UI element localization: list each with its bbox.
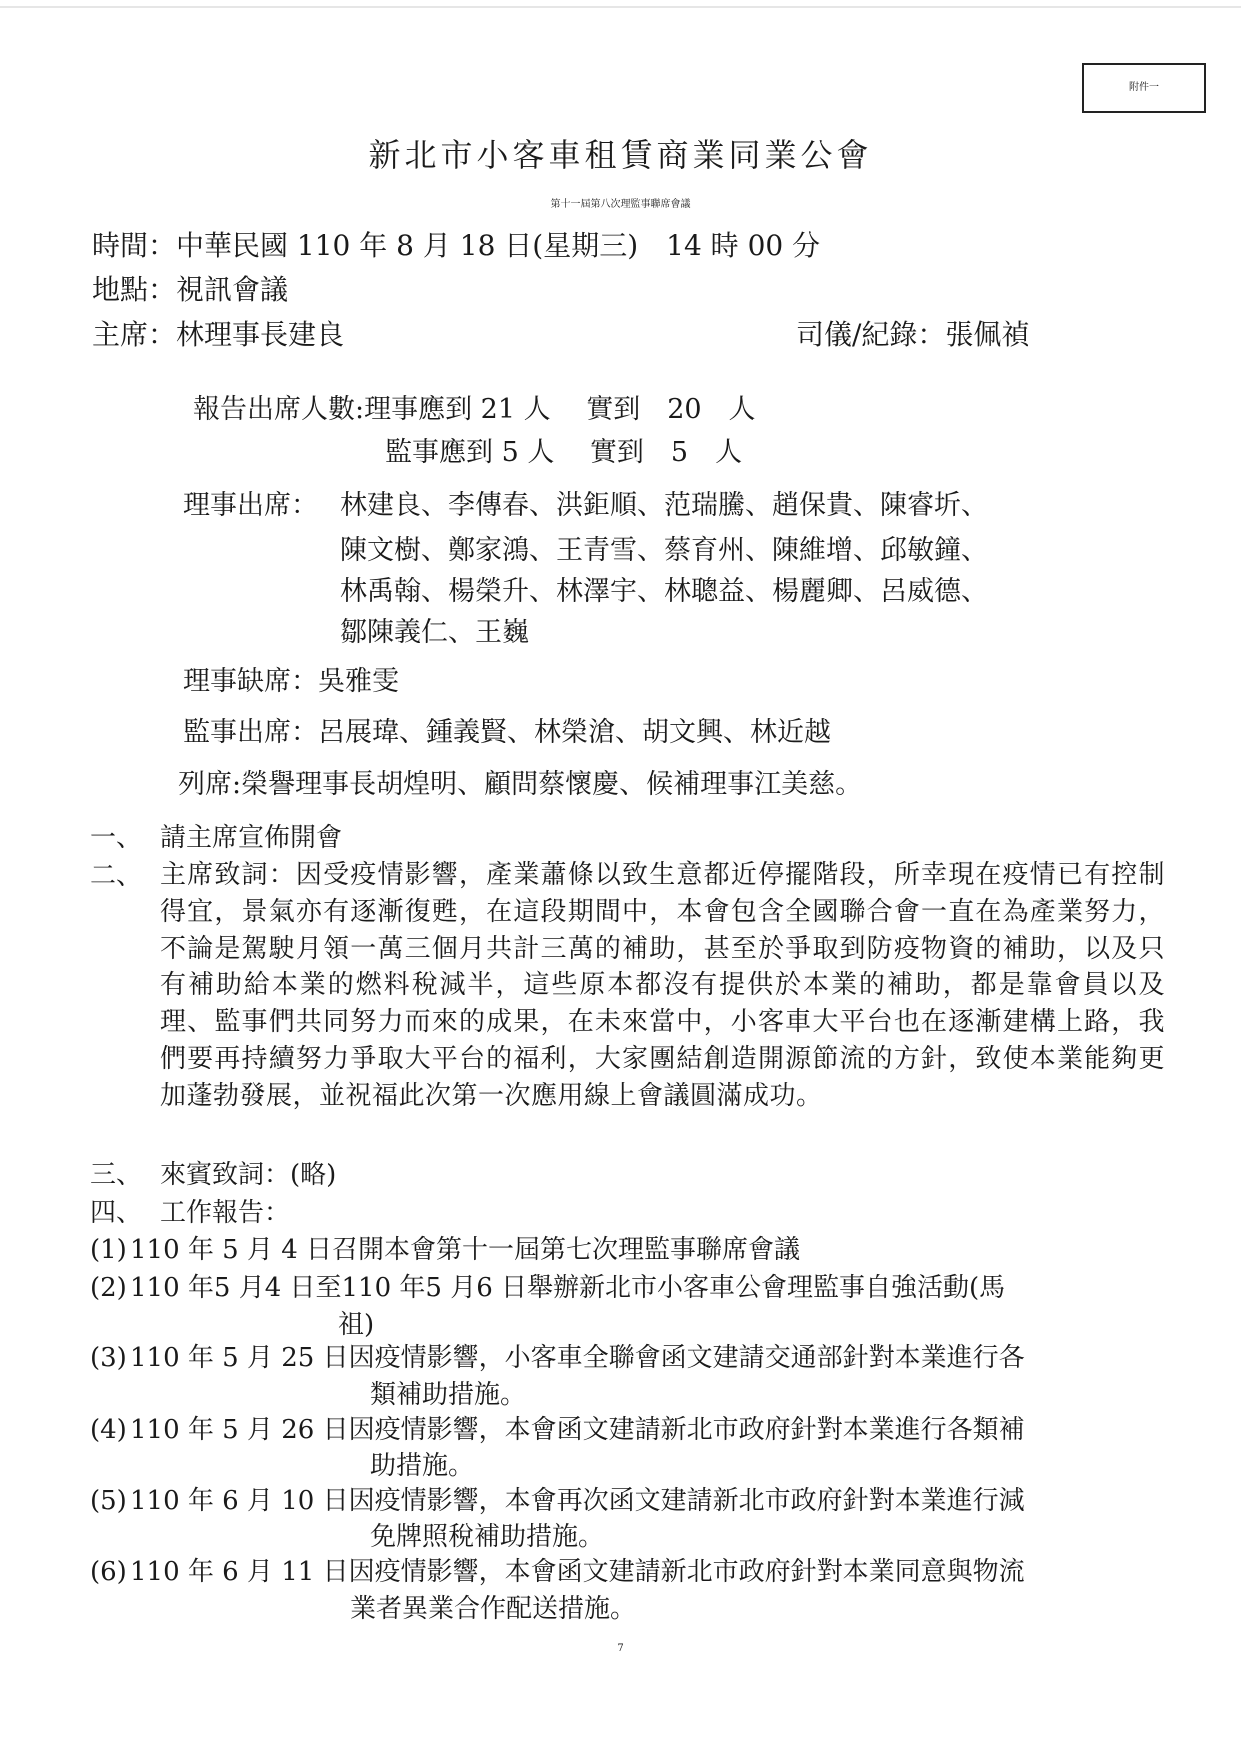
- work-report-number: (5): [90, 1486, 127, 1516]
- work-report-text-cont: 類補助措施。: [370, 1380, 527, 1410]
- work-report-number: (2): [90, 1273, 127, 1303]
- attendance-directors: 報告出席人數:理事應到 21 人 實到 20 人: [193, 394, 756, 425]
- agenda-item: 工作報告：: [160, 1198, 291, 1228]
- attendance-supervisors: 監事應到 5 人 實到 5 人: [385, 437, 743, 468]
- directors-present-label: 理事出席：: [183, 490, 318, 521]
- directors-present-line: 林建良、李傳春、洪鉅順、范瑞騰、趙保貴、陳睿圻、: [340, 490, 988, 521]
- attachment-label-box: [1082, 63, 1206, 113]
- work-report-text: 110 年 5 月 4 日召開本會第十一屆第七次理監事聯席會議: [130, 1235, 801, 1265]
- chair-speech-paragraph: 主席致詞：因受疫情影響，產業蕭條以致生意都近停擺階段，所幸現在疫情已有控制得宜，景氣亦有逐漸復甦，在這段期間中，本會包含全國聯合會一直在為產業努力，不論是駕駛月領一萬三個月共計三萬的補助，甚至於爭取到防疫物資的補助，以及只有補助給本業的燃料稅減半，這些原本都沒有提供於本業的補助，都是靠會員以及理、監事們共同努力而來的成果，在未來當中，小客車大平台也在逐漸建構上路，我們要再持續努力爭取大平台的福利，大家團結創造開源節流的方針，致使本業能夠更加蓬勃發展，並祝福此次第一次應用線上會議圓滿成功。: [160, 860, 1165, 1111]
- work-report-text-cont: 業者異業合作配送措施。: [350, 1594, 637, 1624]
- observers: 列席:榮譽理事長胡煌明、顧問蔡懷慶、候補理事江美慈。: [178, 769, 863, 800]
- agenda-number: 三、: [90, 1160, 143, 1190]
- directors-present-line: 林禹翰、楊榮升、林澤宇、林聰益、楊麗卿、呂威德、: [340, 576, 988, 607]
- agenda-item: 來賓致詞：(略): [160, 1160, 337, 1190]
- meeting-chair: 主席：林理事長建良: [92, 318, 345, 351]
- agenda-number: 一、: [90, 823, 143, 853]
- work-report-text: 110 年 6 月 11 日因疫情影響，本會函文建請新北市政府針對本業同意與物流: [130, 1557, 1025, 1587]
- meeting-location: 地點：視訊會議: [92, 273, 289, 306]
- work-report-number: (1): [90, 1235, 127, 1265]
- work-report-number: (6): [90, 1557, 127, 1587]
- work-report-text: 110 年5 月4 日至110 年5 月6 日舉辦新北市小客車公會理監事自強活動(馬: [130, 1273, 1006, 1303]
- work-report-text: 110 年 5 月 25 日因疫情影響，小客車全聯會函文建請交通部針對本業進行各: [130, 1343, 1025, 1373]
- agenda-item: 請主席宣佈開會: [160, 823, 343, 853]
- work-report-text: 110 年 6 月 10 日因疫情影響，本會再次函文建請新北市政府針對本業進行減: [130, 1486, 1025, 1516]
- meeting-time: 時間：中華民國 110 年 8 月 18 日(星期三) 14 時 00 分: [92, 229, 821, 262]
- work-report-text: 110 年 5 月 26 日因疫情影響，本會函文建請新北市政府針對本業進行各類補: [130, 1415, 1025, 1445]
- work-report-text-cont: 免牌照稅補助措施。: [370, 1522, 605, 1552]
- page-number: 7: [617, 1643, 624, 1654]
- organization-title: 新北市小客車租賃商業同業公會: [368, 136, 873, 174]
- meeting-recorder: 司儀/紀錄：張佩禎: [796, 318, 1030, 351]
- supervisors-present: 監事出席：呂展瑋、鍾義賢、林榮滄、胡文興、林近越: [183, 717, 831, 748]
- directors-present-line: 鄒陳義仁、王巍: [340, 617, 529, 648]
- work-report-text-cont: 祖): [338, 1310, 375, 1340]
- agenda-number: 二、: [90, 861, 143, 891]
- scan-edge-line: [0, 6, 1241, 8]
- directors-absent: 理事缺席：吳雅雯: [183, 666, 399, 697]
- agenda-number: 四、: [90, 1198, 143, 1228]
- work-report-text-cont: 助措施。: [370, 1451, 475, 1481]
- work-report-number: (4): [90, 1415, 127, 1445]
- directors-present-line: 陳文樹、鄭家鴻、王青雪、蔡育州、陳維增、邱敏鐘、: [340, 535, 988, 566]
- meeting-title: 第十一屆第八次理監事聯席會議: [550, 199, 691, 210]
- attachment-label: 附件一: [1129, 82, 1159, 93]
- work-report-number: (3): [90, 1343, 127, 1373]
